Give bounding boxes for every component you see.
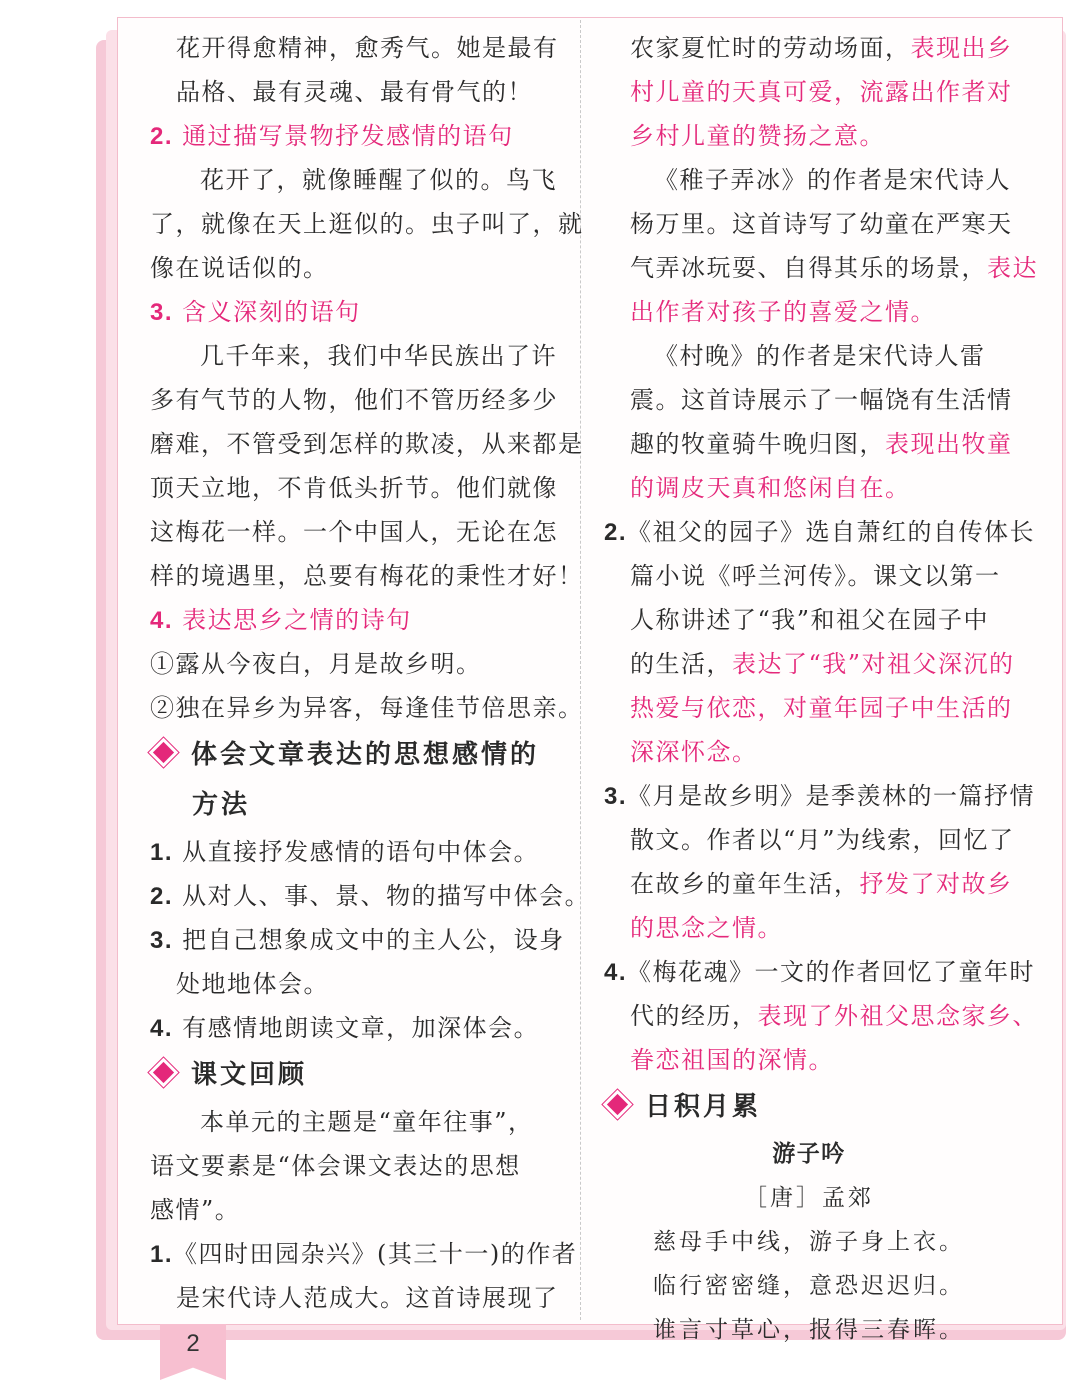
list-text: 《四时田园杂兴》(其三十一)的作者 [173,1240,578,1268]
list-item [604,950,1036,994]
text-segment: 的生活， [630,650,732,678]
diamond-icon [153,742,174,763]
text-line: 样的境遇里，总要有梅花的秉性才好！ [150,562,584,590]
poem-quote: ①露从今夜白，月是故乡明。 [150,650,482,678]
list-item [150,874,591,918]
list-number: 4. [150,1015,174,1042]
list-item [150,1006,560,1050]
text-line [604,862,1014,906]
list-text: 从直接抒发感情的语句中体会。 [182,838,540,866]
highlight-text: 深深怀念。 [630,738,758,766]
text-line: 本单元的主题是“童年往事”， [200,1108,534,1136]
subheading-text: 表达思乡之情的诗句 [182,606,412,634]
text-line: 品格、最有灵魂、最有骨气的！ [176,78,533,106]
text-segment: 代的经历， [630,1002,758,1030]
text-line: 杨万里。这首诗写了幼童在严寒天 [630,210,1013,238]
text-segment: 气弄冰玩耍、自得其乐的场景， [630,254,987,282]
text-segment: 在故乡的童年生活， [630,870,860,898]
highlight-text: 出作者对孩子的喜爱之情。 [630,298,936,326]
text-segment: 农家夏忙时的劳动场面， [630,34,911,62]
poem-title: 游子吟 [772,1141,846,1167]
list-text: 从对人、事、景、物的描写中体会。 [182,882,591,910]
section-heading-method-cont: 方法 [192,790,251,820]
text-line: 顶天立地，不肯低头折节。他们就像 [150,474,558,502]
section-title: 课文回顾 [191,1060,308,1090]
text-line: 散文。作者以“月”为线索，回忆了 [630,826,1015,854]
text-line: 了，就像在天上逛似的。虫子叫了，就 [150,210,584,238]
text-line [604,642,1014,686]
text-line: 《村晚》的作者是宋代诗人雷 [654,342,986,370]
subheading-number: 4. [150,607,174,634]
right-column [604,26,1038,1352]
list-item [150,918,565,962]
poem-quote: ②独在异乡为异客，每逢佳节倍思亲。 [150,694,584,722]
subheading-3 [150,290,560,334]
list-item [604,774,1036,818]
text-line: 磨难，不管受到怎样的欺凌，从来都是 [150,430,584,458]
section-heading-daily [604,1082,1014,1132]
highlight-text: 眷恋祖国的深情。 [630,1046,834,1074]
list-text: 《祖父的园子》选自萧红的自传体长 [627,518,1036,546]
text-line [604,422,1014,466]
list-item [150,830,560,874]
diamond-icon [607,1094,628,1115]
subheading-text: 通过描写景物抒发感情的语句 [182,122,514,150]
poem-line: 谁言寸草心，报得三春晖。 [653,1317,965,1343]
list-item [604,510,1036,554]
highlight-text: 乡村儿童的赞扬之意。 [630,122,885,150]
list-number: 1. [150,1241,174,1268]
section-title: 体会文章表达的思想感情的 [191,740,540,770]
left-column [150,26,591,1320]
highlight-text: 的调皮天真和悠闲自在。 [630,474,911,502]
list-number: 2. [604,519,628,546]
subheading-text: 含义深刻的语句 [182,298,361,326]
text-line: 几千年来，我们中华民族出了许 [200,342,557,370]
highlight-text: 表现出乡 [910,34,1013,62]
highlight-text: 表现出牧童 [885,430,1013,458]
highlight-text: 村儿童的天真可爱，流露出作者对 [630,78,1013,106]
text-line: 感情”。 [150,1196,241,1224]
text-line: 这梅花一样。一个中国人，无论在怎 [150,518,558,546]
section-heading-method [150,730,560,780]
highlight-text: 热爱与依恋，对童年园子中生活的 [630,694,1013,722]
poem-author: ［唐］孟郊 [744,1185,874,1211]
subheading-number: 3. [150,299,174,326]
poem-line: 临行密密缝，意恐迟迟归。 [653,1273,965,1299]
list-number: 1. [150,839,174,866]
text-line: 震。这首诗展示了一幅饶有生活情 [630,386,1013,414]
text-line: 花开了，就像睡醒了似的。鸟飞 [200,166,557,194]
page-number: 2 [186,1330,200,1357]
text-line [604,246,1038,290]
highlight-text: 表现了外祖父思念家乡、 [757,1002,1038,1030]
list-text: 《月是故乡明》是季羡林的一篇抒情 [627,782,1036,810]
list-text: 有感情地朗读文章，加深体会。 [182,1014,540,1042]
highlight-text: 的思念之情。 [630,914,783,942]
list-number: 3. [604,783,628,810]
list-item [150,1232,578,1276]
poem-line: 慈母手中线，游子身上衣。 [653,1229,965,1255]
list-number: 4. [604,959,628,986]
section-heading-review [150,1050,560,1100]
text-line: 像在说话似的。 [150,254,329,282]
subheading-2 [150,114,560,158]
list-text: 《梅花魂》一文的作者回忆了童年时 [627,958,1036,986]
text-line: 多有气节的人物，他们不管历经多少 [150,386,558,414]
list-text: 把自己想象成文中的主人公，设身 [182,926,565,954]
list-number: 2. [150,883,174,910]
text-line [604,994,1038,1038]
text-line: 是宋代诗人范成大。这首诗展现了 [176,1284,559,1312]
text-line: 《稚子弄冰》的作者是宋代诗人 [654,166,1011,194]
text-line: 处地地体会。 [176,970,329,998]
text-line: 语文要素是“体会课文表达的思想 [150,1152,521,1180]
text-line: 人称讲述了“我”和祖父在园子中 [630,606,990,634]
subheading-number: 2. [150,123,174,150]
list-number: 3. [150,927,174,954]
text-segment: 趣的牧童骑牛晚归图， [630,430,885,458]
subheading-4 [150,598,560,642]
text-line: 篇小说《呼兰河传》。课文以第一 [630,562,1001,590]
diamond-icon [153,1062,174,1083]
text-line: 花开得愈精神，愈秀气。她是最有 [176,34,559,62]
highlight-text: 抒发了对故乡 [859,870,1013,898]
section-title: 日积月累 [645,1092,762,1122]
highlight-text: 表达了“我”对祖父深沉的 [732,650,1015,678]
highlight-text: 表达 [987,254,1038,282]
text-line [604,26,1014,70]
